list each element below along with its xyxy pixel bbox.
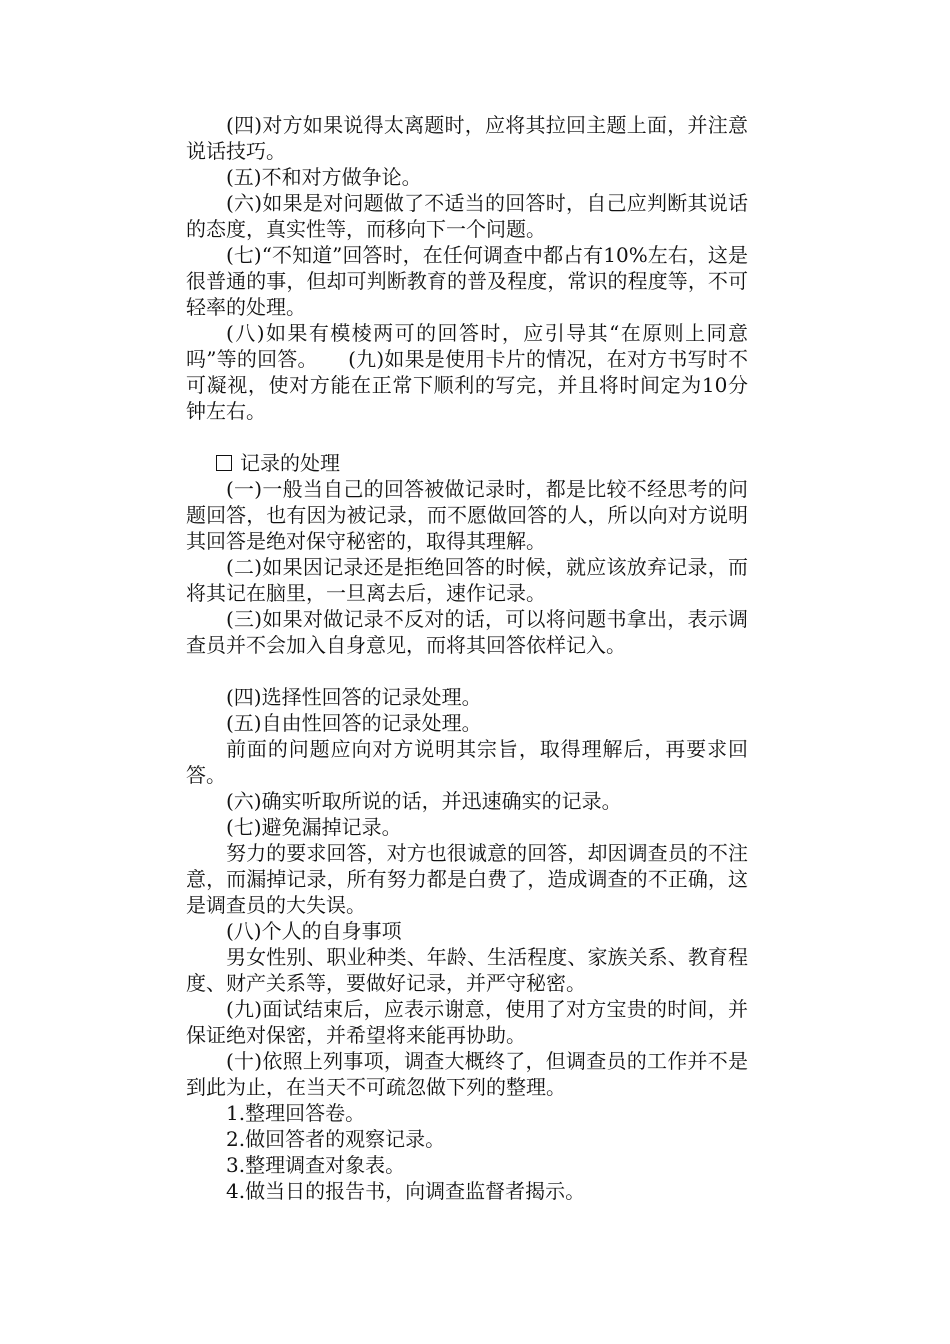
checkbox-icon [216,455,232,471]
paragraph-b5: (五)自由性回答的记录处理。 [226,711,482,735]
spacer [186,424,748,450]
paragraph-a8: (八)如果有模棱两可的回答时，应引导其“在原则上同意吗”等的回答。 (九)如果是使用卡片的情况，在对方书写时不可凝视，使对方能在正常下顺利的写完，并且将时间定为10分钟左右。 [186,321,748,423]
paragraph-b7-body: 努力的要求回答，对方也很诚意的回答，却因调查员的不注意，而漏掉记录，所有努力都是白费了，造成调查的不正确，这是调查员的大失误。 [186,841,748,917]
paragraph-a5: (五)不和对方做争论。 [226,165,422,189]
section-heading-text: 记录的处理 [240,451,340,475]
document-page [186,112,748,1204]
paragraph-b2: (二)如果因记录还是拒绝回答的时候，就应该放弃记录，而将其记在脑里，一旦离去后，速作记录。 [186,555,748,605]
paragraph-a6: (六)如果是对问题做了不适当的回答时，自己应判断其说话的态度，真实性等，而移向下一个问题。 [186,191,748,241]
paragraph-a4: (四)对方如果说得太离题时，应将其拉回主题上面，并注意说话技巧。 [186,113,748,163]
list-item: 2.做回答者的观察记录。 [226,1127,446,1151]
paragraph-b8-body: 男女性别、职业种类、年龄、生活程度、家族关系、教育程度、财产关系等，要做好记录，并严守秘密。 [186,945,748,995]
paragraph-b1: (一)一般当自己的回答被做记录时，都是比较不经思考的问题回答，也有因为被记录，而不愿做回答的人，所以向对方说明其回答是绝对保守秘密的，取得其理解。 [186,477,748,553]
list-item: 1.整理回答卷。 [226,1101,366,1125]
paragraph-a7: (七)“不知道”回答时，在任何调查中都占有10%左右，这是很普通的事，但却可判断教育的普及程度，常识的程度等，不可轻率的处理。 [186,243,748,319]
list-item: 4.做当日的报告书，向调查监督者揭示。 [226,1179,586,1203]
spacer [186,658,748,684]
paragraph-b6: (六)确实听取所说的话，并迅速确实的记录。 [226,789,622,813]
paragraph-b8: (八)个人的自身事项 [226,919,402,943]
paragraph-b4: (四)选择性回答的记录处理。 [226,685,482,709]
paragraph-b7: (七)避免漏掉记录。 [226,815,402,839]
list-item: 3.整理调查对象表。 [226,1153,406,1177]
paragraph-b9: (九)面试结束后，应表示谢意，使用了对方宝贵的时间，并保证绝对保密，并希望将来能再协助。 [186,997,748,1047]
section-heading [186,450,748,476]
paragraph-b5-body: 前面的问题应向对方说明其宗旨，取得理解后，再要求回答。 [186,737,748,787]
paragraph-b3: (三)如果对做记录不反对的话，可以将问题书拿出，表示调查员并不会加入自身意见，而将其回答依样记入。 [186,607,748,657]
paragraph-b10: (十)依照上列事项，调查大概终了，但调查员的工作并不是到此为止，在当天不可疏忽做下列的整理。 [186,1049,748,1099]
